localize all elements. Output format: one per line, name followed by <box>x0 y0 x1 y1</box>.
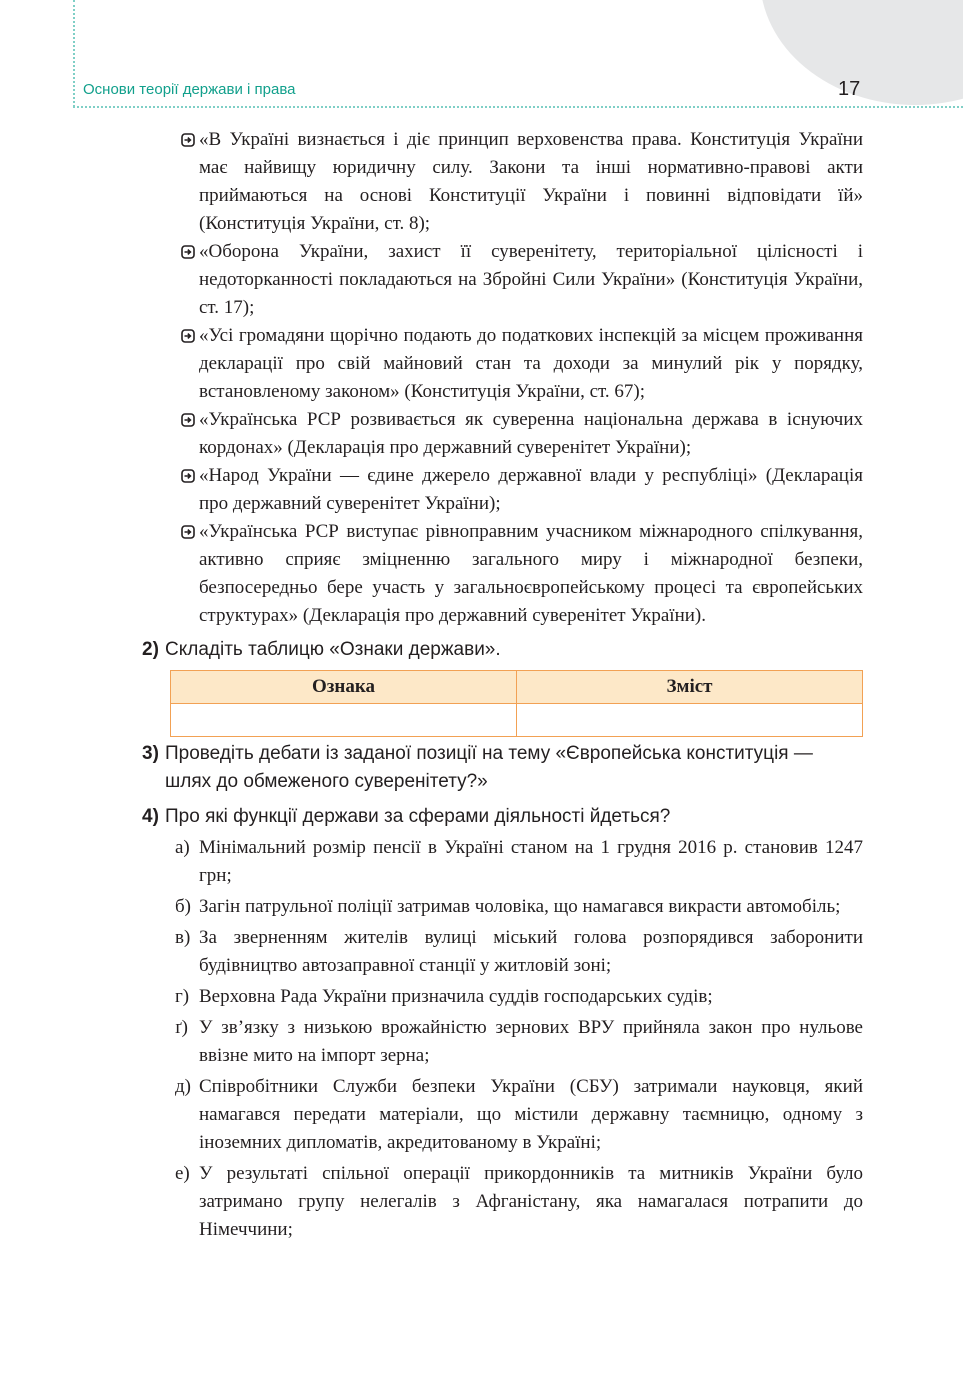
item-label: е) <box>175 1163 190 1184</box>
quote-text: «Оборона України, захист її суверенітету, територіальної цілісності і недоторканності покладаються на Збройні Сили України» (Конституція України, ст. 17); <box>199 241 863 318</box>
arrow-bullet-icon <box>181 413 195 427</box>
header-rule <box>73 106 963 108</box>
list-item <box>175 1073 863 1157</box>
item-text: Співробітники Служби безпеки України (СБУ) затримали науковця, який намагався передати матеріали, що містили державну таємницю, одному з іноземних дипломатів, акредитованому в Україні; <box>199 1076 863 1153</box>
task-text: Складіть таблицю «Ознаки держави». <box>165 639 501 660</box>
list-item <box>175 893 863 921</box>
item-text: У зв’язку з низькою врожайністю зернових ВРУ прийняла закон про нульове ввізне мито на імпорт зерна; <box>199 1017 863 1066</box>
quote-item <box>181 518 863 630</box>
arrow-bullet-icon <box>181 329 195 343</box>
list-item <box>175 1160 863 1244</box>
task-3 <box>142 740 863 796</box>
item-text: Загін патрульної поліції затримав чоловіка, що намагався викрасти автомобіль; <box>199 896 841 917</box>
task-text: Про які функції держави за сферами діяльності йдеться? <box>165 806 671 827</box>
table-header-sign: Ознака <box>171 671 517 704</box>
corner-decoration <box>760 0 963 105</box>
quote-item <box>181 406 863 462</box>
item-text: Верховна Рада України призначила суддів господарських судів; <box>199 986 713 1007</box>
quote-list <box>181 126 863 630</box>
item-label: ґ) <box>175 1017 188 1038</box>
item-label: б) <box>175 896 191 917</box>
table-header-content: Зміст <box>517 671 863 704</box>
list-item <box>175 924 863 980</box>
functions-list <box>175 834 863 1244</box>
quote-text: «Українська РСР виступає рівноправним учасником міжнародного спілкування, активно сприяє зміцненню загального миру і міжнародної безпеки, безпосередньо бере участь у загальноєвропейському процесі та європейських структурах» (Декларація про державний суверенітет України). <box>199 521 863 626</box>
arrow-bullet-icon <box>181 133 195 147</box>
task-number: 4) <box>142 806 159 827</box>
table-cell-empty <box>171 704 517 737</box>
list-item <box>175 983 863 1011</box>
quote-text: «Народ України — єдине джерело державної влади у республіці» (Декларація про державний суверенітет України); <box>199 465 863 514</box>
running-title: Основи теорії держави і права <box>83 81 296 98</box>
signs-of-state-table <box>170 670 863 737</box>
item-label: д) <box>175 1076 191 1097</box>
item-text: У результаті спільної операції прикордонників та митників України було затримано групу нелегалів з Афганістану, яка намагалася потрапити до Німеччини; <box>199 1163 863 1240</box>
quote-item <box>181 462 863 518</box>
margin-rule-vertical <box>73 0 75 107</box>
list-item <box>175 834 863 890</box>
quote-text: «Українська РСР розвивається як суверенна національна держава в існуючих кордонах» (Декларація про державний суверенітет України); <box>199 409 863 458</box>
item-label: в) <box>175 927 191 948</box>
item-label: г) <box>175 986 190 1007</box>
list-item <box>175 1014 863 1070</box>
arrow-bullet-icon <box>181 469 195 483</box>
quote-item <box>181 238 863 322</box>
arrow-bullet-icon <box>181 245 195 259</box>
task-text: Проведіть дебати із заданої позиції на тему «Європейська конституція — шлях до обмеженого суверенітету?» <box>165 743 813 792</box>
table-header-row <box>171 671 863 704</box>
quote-text: «В Україні визнається і діє принцип верховенства права. Конституція України має найвищу юридичну силу. Закони та інші нормативно-правові акти приймаються на основі Конституції України і повинні відповідати їй» (Конституція України, ст. 8); <box>199 129 863 234</box>
task-2 <box>142 636 863 664</box>
item-text: Мінімальний розмір пенсії в Україні станом на 1 грудня 2016 р. становив 1247 грн; <box>199 837 863 886</box>
page-number: 17 <box>838 78 861 100</box>
task-number: 2) <box>142 639 159 660</box>
quote-text: «Усі громадяни щорічно подають до податкових інспекцій за місцем проживання декларації про свій майновий стан та доходи за минулий рік у порядку, встановленому законом» (Конституція України, ст. 67); <box>199 325 863 402</box>
item-label: а) <box>175 837 190 858</box>
table-row <box>171 704 863 737</box>
item-text: За зверненням жителів вулиці міський голова розпорядився заборонити будівництво автозаправної станції у житловій зоні; <box>199 927 863 976</box>
quote-item <box>181 126 863 238</box>
table-cell-empty <box>517 704 863 737</box>
quote-item <box>181 322 863 406</box>
task-number: 3) <box>142 743 159 764</box>
task-4 <box>142 803 863 831</box>
arrow-bullet-icon <box>181 525 195 539</box>
